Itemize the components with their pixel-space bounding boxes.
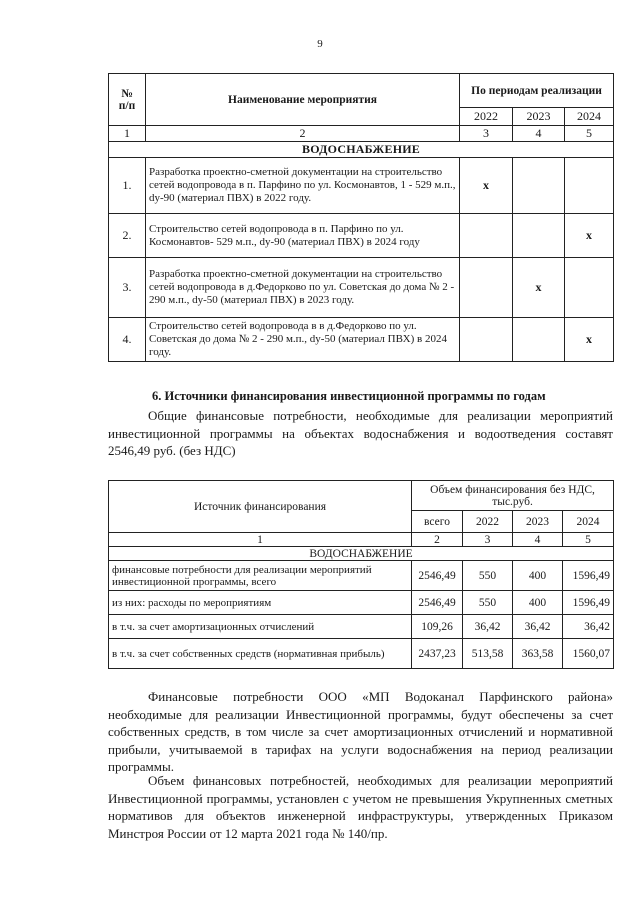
row-label: финансовые потребности для реализации мероприятий инвестиционной программы, всего: [109, 561, 412, 591]
table-row: [109, 615, 614, 639]
index-cell: 2: [146, 126, 460, 142]
value-total: 109,26: [412, 615, 463, 639]
activities-table: [108, 73, 614, 362]
header-financing-source: Источник финансирования: [109, 481, 412, 533]
row-label: в т.ч. за счет собственных средств (нормативная прибыль): [109, 639, 412, 669]
financing-intro-paragraph: Общие финансовые потребности, необходимые для реализации мероприятий инвестиционной программы на объектах водоснабжения и водоотведения составят 2546,49 руб. (без НДС): [108, 408, 613, 458]
value-2023: 400: [513, 591, 563, 615]
table-row: [109, 214, 614, 258]
header-activity-name: Наименование мероприятия: [146, 74, 460, 126]
header-year-2022: 2022: [463, 511, 513, 533]
value-2024: 1560,07: [563, 639, 614, 669]
header-periods: По периодам реализации: [460, 74, 614, 108]
row-number: 3.: [109, 258, 146, 318]
index-cell: 3: [463, 533, 513, 547]
index-cell: 5: [563, 533, 614, 547]
index-cell: 3: [460, 126, 513, 142]
value-2024: 36,42: [563, 615, 614, 639]
value-2023: 36,42: [513, 615, 563, 639]
mark-2022: x: [460, 158, 513, 214]
financing-table: [108, 480, 614, 669]
mark-2023: x: [513, 258, 565, 318]
mark-2023: [513, 158, 565, 214]
header-year-2022: 2022: [460, 108, 513, 126]
index-cell: 1: [109, 533, 412, 547]
mark-2024: [565, 158, 614, 214]
table-row: [109, 258, 614, 318]
mark-2023: [513, 214, 565, 258]
value-2024: 1596,49: [563, 591, 614, 615]
index-cell: 5: [565, 126, 614, 142]
value-2024: 1596,49: [563, 561, 614, 591]
section-water-supply: ВОДОСНАБЖЕНИЕ: [109, 547, 614, 561]
row-number: 4.: [109, 318, 146, 362]
row-description: Разработка проектно-сметной документации на строительство сетей водопровода в п. Парфино по ул. Космонавтов, 1 - 529 м.п., dy-90 (материал ПВХ) в 2022 году.: [146, 158, 460, 214]
value-total: 2546,49: [412, 591, 463, 615]
value-total: 2546,49: [412, 561, 463, 591]
row-description: Строительство сетей водопровода в п. Парфино по ул. Космонавтов- 529 м.п., dy-90 (материал ПВХ) в 2024 году: [146, 214, 460, 258]
row-label: в т.ч. за счет амортизационных отчислений: [109, 615, 412, 639]
header-total: всего: [412, 511, 463, 533]
mark-2022: [460, 318, 513, 362]
closing-paragraph-2: Объем финансовых потребностей, необходимых для реализации мероприятий Инвестиционной программы, установлен с учетом не превышения Укрупненных сметных нормативов для объектов инженерной инфраструктуры, утвержденных Приказом Минстроя России от 12 марта 2021 года № 140/пр.: [108, 773, 613, 841]
header-year-2023: 2023: [513, 511, 563, 533]
index-cell: 1: [109, 126, 146, 142]
row-number: 2.: [109, 214, 146, 258]
mark-2024: x: [565, 318, 614, 362]
value-2022: 550: [463, 561, 513, 591]
header-year-2024: 2024: [563, 511, 614, 533]
table-row: [109, 561, 614, 591]
mark-2023: [513, 318, 565, 362]
row-label: из них: расходы по мероприятиям: [109, 591, 412, 615]
section-water-supply: ВОДОСНАБЖЕНИЕ: [109, 142, 614, 158]
index-cell: 2: [412, 533, 463, 547]
mark-2024: x: [565, 214, 614, 258]
header-number: № п/п: [109, 74, 146, 126]
value-2022: 36,42: [463, 615, 513, 639]
row-number: 1.: [109, 158, 146, 214]
value-total: 2437,23: [412, 639, 463, 669]
value-2022: 550: [463, 591, 513, 615]
mark-2022: [460, 258, 513, 318]
mark-2022: [460, 214, 513, 258]
value-2023: 400: [513, 561, 563, 591]
value-2023: 363,58: [513, 639, 563, 669]
index-cell: 4: [513, 126, 565, 142]
row-description: Строительство сетей водопровода в в д.Федорково по ул. Советская до дома № 2 - 290 м.п., dy-50 (материал ПВХ) в 2024 году.: [146, 318, 460, 362]
closing-paragraph-1: Финансовые потребности ООО «МП Водоканал Парфинского района» необходимые для реализации Инвестиционной программы, будут обеспечены за счет собственных средств, в том числе за счет амортизационных отчислений и нормативной прибыли, учитываемой в тарифах на услуги водоснабжения на период реализации программы.: [108, 689, 613, 774]
header-year-2024: 2024: [565, 108, 614, 126]
header-financing-volume: Объем финансирования без НДС, тыс.руб.: [412, 481, 614, 511]
page-number: 9: [317, 38, 323, 50]
table-row: [109, 158, 614, 214]
mark-2024: [565, 258, 614, 318]
table-row: [109, 591, 614, 615]
header-year-2023: 2023: [513, 108, 565, 126]
section-6-heading: 6. Источники финансирования инвестиционной программы по годам: [152, 389, 546, 403]
table-row: [109, 639, 614, 669]
row-description: Разработка проектно-сметной документации на строительство сетей водопровода в д.Федорково по ул. Советская до дома № 2 - 290 м.п., dy-50 (материал ПВХ) в 2023 году.: [146, 258, 460, 318]
table-row: [109, 318, 614, 362]
index-cell: 4: [513, 533, 563, 547]
value-2022: 513,58: [463, 639, 513, 669]
